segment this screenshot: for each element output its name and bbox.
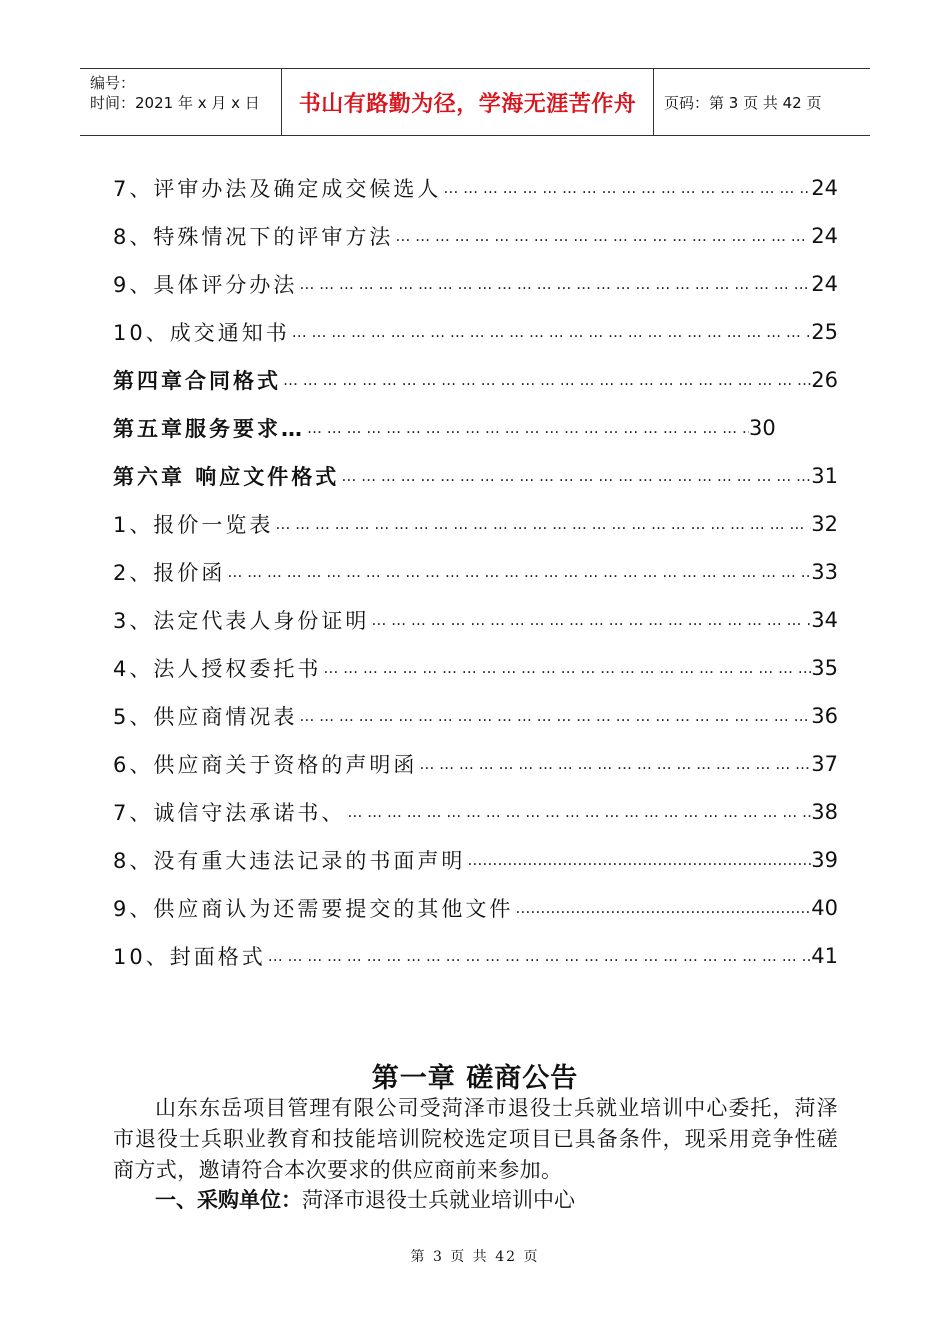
toc-page: 24 [811,176,838,200]
toc-leader [441,179,811,197]
toc-leader [225,563,811,581]
toc-leader [417,755,811,773]
toc-entry [113,932,838,980]
toc-entry [113,596,838,644]
toc-leader [369,611,811,629]
toc-leader [339,467,811,485]
toc-title: 7、诚信守法承诺书、 [113,801,346,825]
toc-leader [345,803,811,821]
toc-title: 4、法人授权委托书 [113,657,322,681]
toc-leader [393,227,811,245]
toc-title: 10、封面格式 [113,945,266,969]
page-footer: 第 3 页 共 42 页 [410,1249,540,1265]
header-page-info: 页码：第 3 页 共 42 页 [664,93,822,112]
header-meta [80,69,282,135]
header-motto: 书山有路勤为径，学海无涯苦作舟 [282,69,654,135]
toc-entry [113,884,838,932]
toc-page: 31 [811,464,838,488]
toc-title: 8、没有重大违法记录的书面声明 [113,849,466,873]
toc-title: 2、报价函 [113,561,226,585]
toc-title: 9、供应商认为还需要提交的其他文件 [113,897,514,921]
toc-entry [113,836,838,884]
toc-leader [273,515,811,533]
toc-entry [113,164,838,212]
toc-title: 第四章合同格式 [113,369,281,393]
header-number: 编号： [90,74,136,92]
toc-leader [297,707,811,725]
toc-entry-chapter [113,404,838,452]
toc-page: 37 [811,752,838,776]
toc-page: 30 [749,416,776,440]
toc-title: 3、法定代表人身份证明 [113,609,370,633]
toc-page: 32 [811,512,838,536]
toc-title: 第五章服务要求… [113,417,305,441]
toc-leader [465,851,811,869]
toc-entry [113,308,838,356]
toc-entry [113,260,838,308]
purchaser-line [155,1185,575,1216]
toc-page: 40 [811,896,838,920]
toc-entry [113,212,838,260]
toc-page: 41 [811,944,838,968]
toc-entry [113,548,838,596]
toc-title: 6、供应商关于资格的声明函 [113,753,418,777]
toc-page: 24 [811,224,838,248]
toc-entry [113,500,838,548]
toc-entry [113,740,838,788]
toc-leader [290,323,812,341]
toc-page: 34 [811,608,838,632]
toc-page: 24 [811,272,838,296]
toc-title: 8、特殊情况下的评审方法 [113,225,394,249]
toc-entry [113,692,838,740]
toc-leader [281,371,811,389]
table-of-contents [113,164,838,980]
toc-page: 38 [811,800,838,824]
toc-page: 35 [811,656,838,680]
toc-title: 第六章 响应文件格式 [113,465,340,489]
toc-entry [113,788,838,836]
toc-page: 39 [811,848,838,872]
toc-page: 25 [811,320,838,344]
toc-leader [513,899,811,917]
purchaser-label: 一、采购单位： [155,1188,302,1212]
toc-entry-chapter [113,452,838,500]
toc-leader [266,947,812,965]
toc-page: 26 [811,368,838,392]
toc-entry-chapter [113,356,838,404]
toc-entry [113,644,838,692]
toc-leader [321,659,811,677]
toc-title: 5、供应商情况表 [113,705,298,729]
toc-title: 9、具体评分办法 [113,273,298,297]
toc-title: 1、报价一览表 [113,513,274,537]
toc-page: 36 [811,704,838,728]
toc-title: 7、评审办法及确定成交候选人 [113,177,442,201]
chapter-intro: 山东东岳项目管理有限公司受菏泽市退役士兵就业培训中心委托，菏泽市退役士兵职业教育和技能培训院校选定项目已具备条件，现采用竞争性磋商方式，邀请符合本次要求的供应商前来参加。 [113,1096,838,1182]
toc-leader [297,275,811,293]
toc-title: 10、成交通知书 [113,321,290,345]
page-header [80,68,870,136]
header-time: 时间：2021 年 x 月 x 日 [90,94,260,112]
toc-leader [305,419,749,437]
purchaser-value: 菏泽市退役士兵就业培训中心 [302,1188,575,1212]
toc-page: 33 [811,560,838,584]
chapter-title: 第一章 磋商公告 [371,1063,579,1094]
